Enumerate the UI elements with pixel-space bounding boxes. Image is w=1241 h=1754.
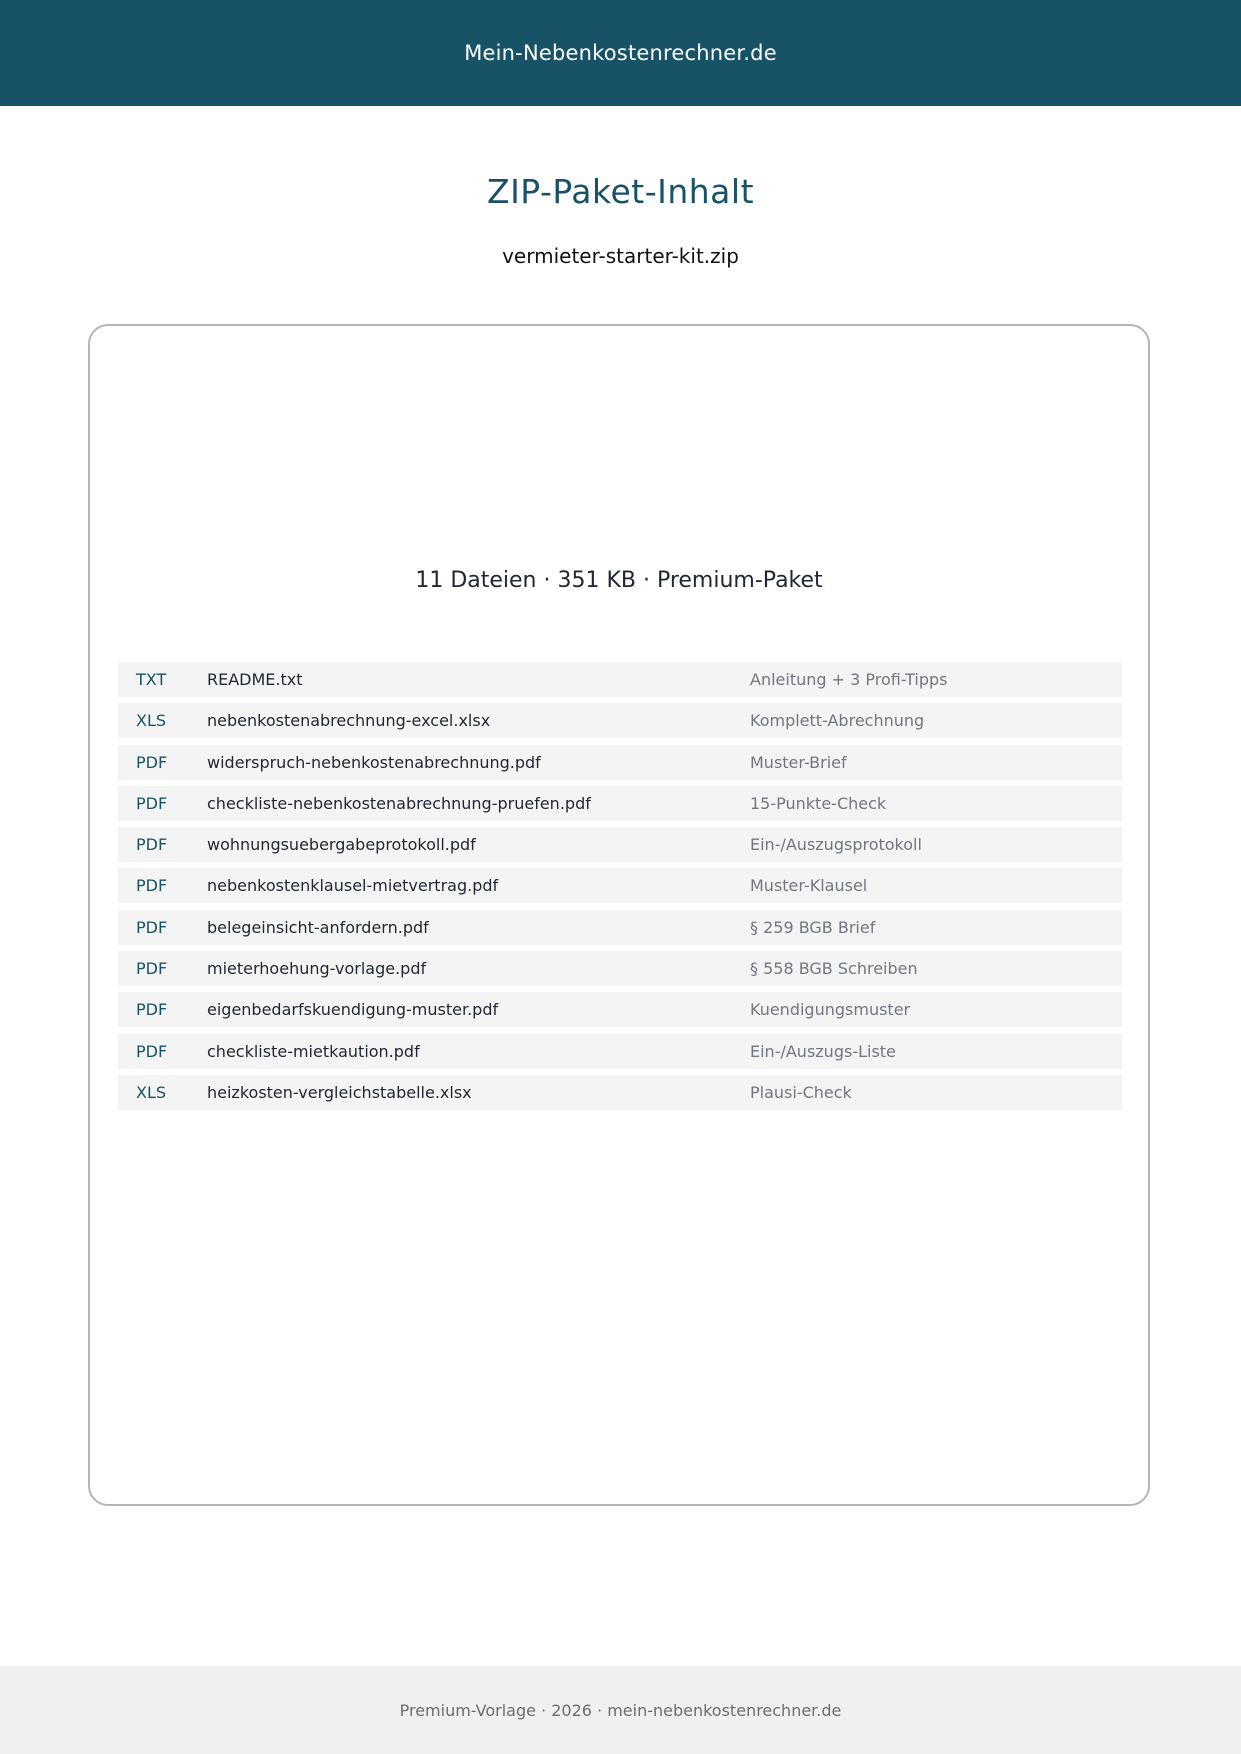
file-row — [118, 1075, 1122, 1110]
file-row — [118, 703, 1122, 738]
file-row — [118, 951, 1122, 986]
file-row — [118, 662, 1122, 697]
file-name: nebenkostenklausel-mietvertrag.pdf — [207, 876, 499, 896]
file-description: Kuendigungsmuster — [750, 1000, 911, 1020]
zip-filename: vermieter-starter-kit.zip — [502, 244, 739, 268]
file-description: Ein-/Auszugs-Liste — [750, 1041, 896, 1061]
file-type: PDF — [136, 752, 168, 772]
footer-text: Premium-Vorlage · 2026 · mein-nebenkostenrechner.de — [399, 1700, 842, 1720]
file-name: wohnungsuebergabeprotokoll.pdf — [207, 835, 476, 855]
package-card — [88, 324, 1150, 1506]
file-description: Muster-Klausel — [750, 876, 868, 896]
file-type: PDF — [136, 1000, 168, 1020]
file-row — [118, 745, 1122, 780]
file-name: README.txt — [207, 670, 303, 689]
file-type: XLS — [136, 1082, 167, 1102]
page-title: ZIP-Paket-Inhalt — [486, 172, 755, 211]
file-row — [118, 868, 1122, 903]
file-name: heizkosten-vergleichstabelle.xlsx — [207, 1082, 472, 1102]
file-type: XLS — [136, 711, 167, 731]
file-row — [118, 910, 1122, 945]
file-row — [118, 992, 1122, 1027]
file-type: PDF — [136, 1041, 168, 1061]
file-description: Plausi-Check — [750, 1082, 852, 1102]
package-summary: 11 Dateien · 351 KB · Premium-Paket — [415, 568, 823, 593]
site-header — [0, 0, 1241, 106]
page-footer — [0, 1666, 1241, 1754]
file-type: PDF — [136, 917, 168, 937]
file-row — [118, 827, 1122, 862]
file-name: checkliste-mietkaution.pdf — [207, 1041, 420, 1061]
file-description: Komplett-Abrechnung — [750, 711, 925, 731]
file-description: § 558 BGB Schreiben — [750, 959, 918, 979]
file-type: PDF — [136, 835, 168, 855]
file-description: § 259 BGB Brief — [750, 917, 876, 937]
file-type: PDF — [136, 793, 168, 813]
file-type: PDF — [136, 959, 168, 979]
file-row — [118, 1034, 1122, 1069]
file-name: mieterhoehung-vorlage.pdf — [207, 959, 427, 979]
file-description: 15-Punkte-Check — [750, 793, 887, 813]
file-type: PDF — [136, 876, 168, 896]
site-name: Mein-Nebenkostenrechner.de — [464, 41, 777, 65]
file-description: Muster-Brief — [750, 752, 847, 772]
file-list — [118, 662, 1122, 1116]
file-name: eigenbedarfskuendigung-muster.pdf — [207, 1000, 499, 1020]
file-type: TXT — [136, 670, 167, 689]
file-name: checkliste-nebenkostenabrechnung-pruefen.pdf — [207, 793, 591, 813]
file-description: Anleitung + 3 Profi-Tipps — [750, 670, 948, 689]
file-name: nebenkostenabrechnung-excel.xlsx — [207, 711, 491, 731]
file-name: widerspruch-nebenkostenabrechnung.pdf — [207, 752, 541, 772]
file-row — [118, 786, 1122, 821]
file-name: belegeinsicht-anfordern.pdf — [207, 917, 429, 937]
file-description: Ein-/Auszugsprotokoll — [750, 835, 922, 855]
